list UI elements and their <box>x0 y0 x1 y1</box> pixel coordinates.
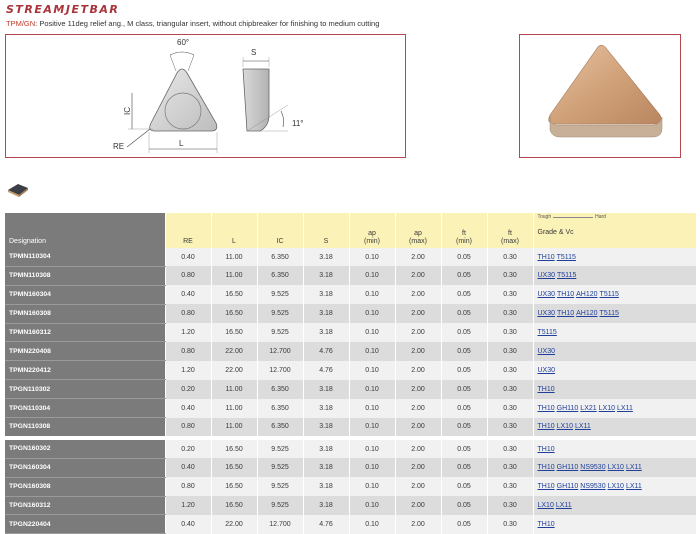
grade-link[interactable]: LX10 <box>556 423 573 431</box>
cell-designation: TPMN160304 <box>5 285 165 304</box>
table-header-row <box>5 213 697 248</box>
cell-re: 1.20 <box>165 496 211 515</box>
cell-grades <box>533 515 697 534</box>
cell-s: 3.18 <box>303 418 349 438</box>
cell-l: 16.50 <box>211 477 257 496</box>
grade-link[interactable]: TH10 <box>537 464 555 472</box>
grade-link[interactable]: GH110 <box>556 483 579 491</box>
cell-s: 3.18 <box>303 399 349 418</box>
cell-ic: 6.350 <box>257 248 303 266</box>
cell-grades <box>533 361 697 380</box>
cell-grades <box>533 342 697 361</box>
grade-link[interactable]: UX30 <box>537 347 556 355</box>
cell-designation: TPMN110304 <box>5 248 165 266</box>
grade-link[interactable]: GH110 <box>556 464 579 472</box>
grade-link[interactable]: LX11 <box>625 464 642 472</box>
cell-ft-min: 0.05 <box>441 477 487 496</box>
cell-ap-min: 0.10 <box>349 285 395 304</box>
cell-grades <box>533 380 697 399</box>
cell-ft-min: 0.05 <box>441 496 487 515</box>
cell-ic: 9.525 <box>257 285 303 304</box>
cell-ft-min: 0.05 <box>441 418 487 438</box>
ic-label: IC <box>123 107 132 115</box>
grade-link[interactable]: LX21 <box>580 404 597 412</box>
table-row <box>5 304 697 323</box>
cell-ft-min: 0.05 <box>441 342 487 361</box>
grade-link[interactable]: T5115 <box>557 272 577 280</box>
cell-l: 16.50 <box>211 304 257 323</box>
hard-label: Hard <box>595 214 606 220</box>
cell-ap-min: 0.10 <box>349 418 395 438</box>
cell-re: 0.40 <box>165 515 211 534</box>
cell-ic: 12.700 <box>257 342 303 361</box>
cell-ic: 9.525 <box>257 496 303 515</box>
cell-ft-min: 0.05 <box>441 515 487 534</box>
cell-designation: TPGN160302 <box>5 438 165 458</box>
cell-ic: 9.525 <box>257 323 303 342</box>
cell-l: 16.50 <box>211 285 257 304</box>
cell-ap-max: 2.00 <box>395 285 441 304</box>
cell-ic: 6.350 <box>257 418 303 438</box>
grade-link[interactable]: T5115 <box>556 253 576 261</box>
cell-l: 11.00 <box>211 248 257 266</box>
tough-label: Tough <box>537 214 552 220</box>
cell-designation: TPMN220412 <box>5 361 165 380</box>
cell-ft-max: 0.30 <box>487 342 533 361</box>
cell-l: 16.50 <box>211 438 257 458</box>
cell-designation: TPMN160312 <box>5 323 165 342</box>
cell-grades <box>533 266 697 285</box>
cell-re: 0.40 <box>165 248 211 266</box>
cell-ft-max: 0.30 <box>487 266 533 285</box>
cell-s: 3.18 <box>303 285 349 304</box>
grade-link[interactable]: TH10 <box>557 310 575 318</box>
cell-ic: 9.525 <box>257 477 303 496</box>
cell-ft-max: 0.30 <box>487 323 533 342</box>
table-row <box>5 323 697 342</box>
cell-ft-max: 0.30 <box>487 361 533 380</box>
cell-ft-max: 0.30 <box>487 515 533 534</box>
grade-link[interactable]: NS9530 <box>580 483 606 491</box>
cell-ic: 6.350 <box>257 380 303 399</box>
cell-ap-min: 0.10 <box>349 458 395 477</box>
cell-s: 3.18 <box>303 496 349 515</box>
grade-link[interactable]: TH10 <box>537 520 555 528</box>
cell-ap-max: 2.00 <box>395 477 441 496</box>
cell-ic: 9.525 <box>257 304 303 323</box>
ap-min-top: ap <box>368 229 376 237</box>
cell-s: 3.18 <box>303 266 349 285</box>
cell-ft-max: 0.30 <box>487 304 533 323</box>
insert-thumbnail-icon <box>6 180 32 203</box>
table-row <box>5 418 697 438</box>
relief-angle-label: 11° <box>292 119 304 128</box>
grade-link[interactable]: UX30 <box>537 291 556 299</box>
grade-link[interactable]: TH10 <box>537 253 555 261</box>
cell-ap-min: 0.10 <box>349 342 395 361</box>
cell-ft-min: 0.05 <box>441 323 487 342</box>
col-header-ft-max <box>487 213 533 248</box>
cell-grades <box>533 458 697 477</box>
table-row <box>5 380 697 399</box>
grade-link[interactable]: TH10 <box>537 483 555 491</box>
table-row <box>5 399 697 418</box>
cell-l: 11.00 <box>211 399 257 418</box>
table-row <box>5 248 697 266</box>
table-row <box>5 477 697 496</box>
cell-re: 1.20 <box>165 323 211 342</box>
grade-link[interactable]: T5115 <box>599 310 619 318</box>
table-row <box>5 285 697 304</box>
cell-re: 0.20 <box>165 438 211 458</box>
ft-min-bottom: (min) <box>456 237 472 245</box>
cell-re: 0.40 <box>165 458 211 477</box>
table-row <box>5 342 697 361</box>
cell-l: 11.00 <box>211 380 257 399</box>
cell-grades <box>533 323 697 342</box>
cell-re: 0.40 <box>165 399 211 418</box>
cell-ft-min: 0.05 <box>441 399 487 418</box>
grade-link[interactable]: TH10 <box>537 445 555 453</box>
cell-ap-min: 0.10 <box>349 361 395 380</box>
cell-designation: TPGN160308 <box>5 477 165 496</box>
cell-s: 3.18 <box>303 380 349 399</box>
cell-designation: TPGN160304 <box>5 458 165 477</box>
cell-ap-min: 0.10 <box>349 438 395 458</box>
grade-link[interactable]: AH120 <box>576 310 598 318</box>
cell-ap-max: 2.00 <box>395 496 441 515</box>
insert-code: TPM/GN <box>6 19 36 28</box>
cell-ap-min: 0.10 <box>349 323 395 342</box>
grade-link[interactable]: LX10 <box>598 404 616 412</box>
cell-s: 3.18 <box>303 248 349 266</box>
cell-grades <box>533 285 697 304</box>
cell-ft-max: 0.30 <box>487 418 533 438</box>
cell-ap-min: 0.10 <box>349 477 395 496</box>
col-header-grade <box>533 213 697 248</box>
cell-s: 3.18 <box>303 304 349 323</box>
cell-grades <box>533 248 697 266</box>
cell-ap-min: 0.10 <box>349 266 395 285</box>
cell-designation: TPGN160312 <box>5 496 165 515</box>
cell-ft-min: 0.05 <box>441 380 487 399</box>
cell-grades <box>533 496 697 515</box>
insert-dimension-diagram <box>6 35 405 157</box>
insert-photo <box>520 35 680 157</box>
s-label: S <box>251 48 257 57</box>
triangle-top-view <box>150 69 217 131</box>
cell-ap-max: 2.00 <box>395 418 441 438</box>
cell-l: 22.00 <box>211 342 257 361</box>
cell-ap-max: 2.00 <box>395 266 441 285</box>
cell-re: 0.80 <box>165 477 211 496</box>
cell-s: 4.76 <box>303 515 349 534</box>
grade-link[interactable]: TH10 <box>537 385 555 393</box>
grade-link[interactable]: LX11 <box>617 404 633 412</box>
cell-designation: TPMN160308 <box>5 304 165 323</box>
cell-ap-max: 2.00 <box>395 515 441 534</box>
ap-max-bottom: (max) <box>409 237 427 245</box>
grade-link[interactable]: T5115 <box>537 329 557 336</box>
cell-ap-min: 0.10 <box>349 248 395 266</box>
cell-ap-max: 2.00 <box>395 248 441 266</box>
grade-link[interactable]: LX10 <box>607 464 624 472</box>
grade-link[interactable]: LX11 <box>574 423 591 431</box>
cell-re: 0.80 <box>165 342 211 361</box>
col-header-s: S <box>303 213 349 248</box>
grade-link[interactable]: TH10 <box>537 423 555 431</box>
table-row <box>5 458 697 477</box>
col-header-designation: Designation <box>5 213 165 248</box>
cell-s: 3.18 <box>303 458 349 477</box>
cell-ic: 12.700 <box>257 361 303 380</box>
cell-ft-max: 0.30 <box>487 477 533 496</box>
brand-logo: STREAMJETBAR <box>6 3 120 16</box>
cell-ft-min: 0.05 <box>441 285 487 304</box>
cell-ap-max: 2.00 <box>395 458 441 477</box>
insert-spec-table <box>5 213 697 534</box>
table-row <box>5 496 697 515</box>
cell-ft-max: 0.30 <box>487 285 533 304</box>
cell-ft-min: 0.05 <box>441 458 487 477</box>
cell-designation: TPMN220408 <box>5 342 165 361</box>
cell-designation: TPGN110308 <box>5 418 165 438</box>
grade-link[interactable]: LX10 <box>537 502 554 510</box>
grade-link[interactable]: TH10 <box>557 291 575 299</box>
cell-s: 3.18 <box>303 477 349 496</box>
cell-ap-max: 2.00 <box>395 361 441 380</box>
cell-l: 16.50 <box>211 496 257 515</box>
grade-link[interactable]: LX11 <box>555 502 572 510</box>
table-row <box>5 361 697 380</box>
cell-designation: TPGN110304 <box>5 399 165 418</box>
cell-grades <box>533 418 697 438</box>
grade-link[interactable]: AH120 <box>576 291 598 299</box>
table-body <box>5 248 697 534</box>
cell-ft-max: 0.30 <box>487 399 533 418</box>
cell-s: 3.18 <box>303 323 349 342</box>
ft-max-top: ft <box>508 229 512 237</box>
tough-hard-scale <box>538 215 695 221</box>
cell-re: 0.80 <box>165 418 211 438</box>
cell-ic: 9.525 <box>257 438 303 458</box>
cell-ap-max: 2.00 <box>395 304 441 323</box>
table-row <box>5 266 697 285</box>
col-header-ap-min <box>349 213 395 248</box>
cell-grades <box>533 399 697 418</box>
col-header-ic: IC <box>257 213 303 248</box>
col-header-re: RE <box>165 213 211 248</box>
col-header-l: L <box>211 213 257 248</box>
cell-ic: 6.350 <box>257 266 303 285</box>
grade-link[interactable]: TH10 <box>537 404 555 412</box>
cell-re: 0.20 <box>165 380 211 399</box>
cell-ap-min: 0.10 <box>349 515 395 534</box>
grade-link[interactable]: UX30 <box>537 310 556 318</box>
cell-s: 4.76 <box>303 361 349 380</box>
cell-ic: 9.525 <box>257 458 303 477</box>
cell-ap-max: 2.00 <box>395 438 441 458</box>
grade-link[interactable]: T5115 <box>599 291 619 299</box>
table-row <box>5 438 697 458</box>
l-label: L <box>179 139 184 148</box>
cell-ap-max: 2.00 <box>395 342 441 361</box>
insert-side-view <box>243 69 269 131</box>
insert-photo-panel <box>519 34 681 158</box>
cell-ft-min: 0.05 <box>441 438 487 458</box>
cell-ic: 12.700 <box>257 515 303 534</box>
grade-link[interactable]: GH110 <box>556 404 579 412</box>
ap-max-top: ap <box>414 229 422 237</box>
cell-ft-max: 0.30 <box>487 380 533 399</box>
cell-ic: 6.350 <box>257 399 303 418</box>
cell-re: 0.80 <box>165 304 211 323</box>
cell-ap-min: 0.10 <box>349 304 395 323</box>
cell-l: 11.00 <box>211 266 257 285</box>
cell-designation: TPGN110302 <box>5 380 165 399</box>
grade-vc-label: Grade & Vc <box>537 228 574 236</box>
cell-ap-min: 0.10 <box>349 380 395 399</box>
cell-ft-max: 0.30 <box>487 458 533 477</box>
cell-re: 0.40 <box>165 285 211 304</box>
tough-hard-arrow-icon <box>553 217 593 218</box>
ap-min-bottom: (min) <box>364 237 380 245</box>
cell-l: 11.00 <box>211 418 257 438</box>
cell-ap-max: 2.00 <box>395 399 441 418</box>
cell-ap-max: 2.00 <box>395 323 441 342</box>
grade-link[interactable]: LX11 <box>625 483 642 491</box>
angle-label: 60° <box>177 38 190 47</box>
cell-l: 16.50 <box>211 323 257 342</box>
cell-l: 22.00 <box>211 361 257 380</box>
cell-ft-min: 0.05 <box>441 361 487 380</box>
cell-re: 0.80 <box>165 266 211 285</box>
cell-ap-min: 0.10 <box>349 399 395 418</box>
cell-l: 16.50 <box>211 458 257 477</box>
cell-ft-max: 0.30 <box>487 438 533 458</box>
cell-ft-min: 0.05 <box>441 266 487 285</box>
re-label: RE <box>113 142 125 151</box>
ft-max-bottom: (max) <box>501 237 519 245</box>
col-header-ap-max <box>395 213 441 248</box>
cell-s: 4.76 <box>303 342 349 361</box>
cell-ft-min: 0.05 <box>441 248 487 266</box>
cell-designation: TPGN220404 <box>5 515 165 534</box>
cell-grades <box>533 438 697 458</box>
table-row <box>5 515 697 534</box>
cell-ap-max: 2.00 <box>395 380 441 399</box>
ft-min-top: ft <box>462 229 466 237</box>
grade-link[interactable]: NS9530 <box>580 464 606 472</box>
cell-grades <box>533 304 697 323</box>
cell-grades <box>533 477 697 496</box>
grade-link[interactable]: UX30 <box>537 366 556 374</box>
cell-re: 1.20 <box>165 361 211 380</box>
grade-link[interactable]: UX30 <box>537 272 556 280</box>
insert-diagram-panel <box>5 34 406 158</box>
cell-l: 22.00 <box>211 515 257 534</box>
cell-ft-min: 0.05 <box>441 304 487 323</box>
cell-ft-max: 0.30 <box>487 496 533 515</box>
cell-designation: TPMN110308 <box>5 266 165 285</box>
cell-ap-min: 0.10 <box>349 496 395 515</box>
grade-link[interactable]: LX10 <box>607 483 624 491</box>
page-subtitle <box>6 19 379 28</box>
insert-description: : Positive 11deg relief ang., M class, triangular insert, without chipbreaker for finishing to medium cutting <box>35 19 380 28</box>
col-header-ft-min <box>441 213 487 248</box>
cell-ft-max: 0.30 <box>487 248 533 266</box>
cell-s: 3.18 <box>303 438 349 458</box>
